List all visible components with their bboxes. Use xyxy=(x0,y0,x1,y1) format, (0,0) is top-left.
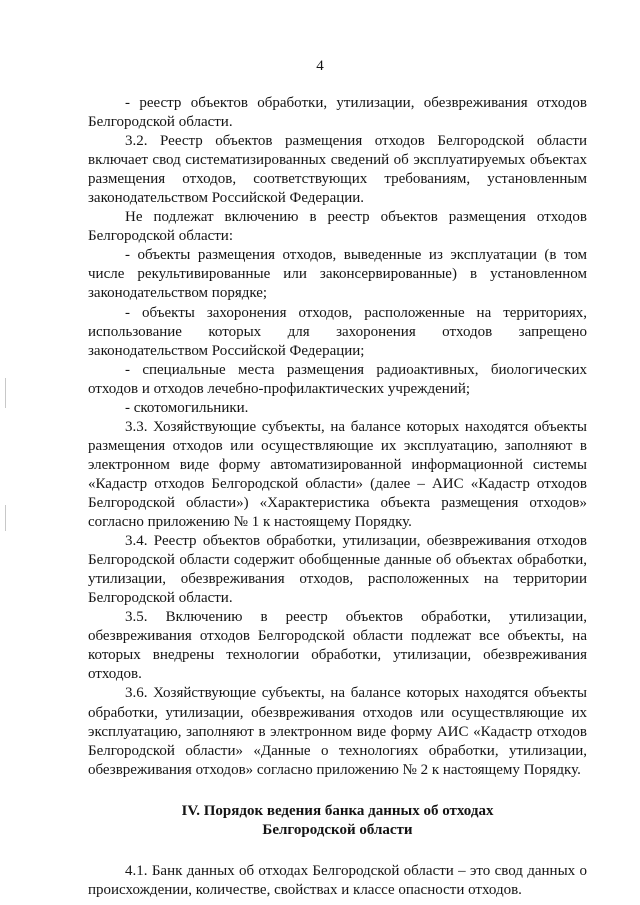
paragraph: 3.3. Хозяйствующие субъекты, на балансе которых находятся объекты размещения отходов или осуществляющие их эксплуатацию, заполняют в электронном виде форму автоматизированной информационной системы «Кадастр отходов Белгородской области» (далее – АИС «Кадастр отходов Белгородской области») «Характеристика объекта размещения отходов» согласно приложению № 1 к настоящему Порядку. xyxy=(88,418,587,531)
section-heading-line: Белгородской области xyxy=(262,821,413,838)
paragraph: - реестр объектов обработки, утилизации, обезвреживания отходов Белгородской области. xyxy=(88,95,587,131)
section-heading-line: IV. Порядок ведения банка данных об отходах xyxy=(181,802,494,819)
document-body xyxy=(88,94,587,900)
paragraph: - объекты захоронения отходов, расположенные на территориях, использование которых для захоронения отходов запрещено законодательством Российской Федерации; xyxy=(88,304,587,359)
paragraph: 3.2. Реестр объектов размещения отходов Белгородской области включает свод систематизированных сведений об эксплуатируемых объектах размещения отходов, соответствующих требованиям, установленным законодательством Российской Федерации. xyxy=(88,133,587,207)
paragraph: 3.5. Включению в реестр объектов обработки, утилизации, обезвреживания отходов Белгородской области подлежат все объекты, на которых внедрены технологии обработки, утилизации, обезвреживания отходов. xyxy=(88,609,587,683)
page-number: 4 xyxy=(316,58,324,74)
section-heading xyxy=(88,802,587,840)
paragraph: - скотомогильники. xyxy=(125,399,249,416)
paragraph: 4.1. Банк данных об отходах Белгородской области – это свод данных о происхождении, количестве, свойствах и классе опасности отходов. xyxy=(88,862,587,898)
scan-artifact xyxy=(5,505,6,531)
paragraph: - объекты размещения отходов, выведенные из эксплуатации (в том числе рекультивированные или законсервированные) в установленном законодательством порядке; xyxy=(88,247,587,302)
paragraph: - специальные места размещения радиоактивных, биологических отходов и отходов лечебно-профилактических учреждений; xyxy=(88,361,587,397)
paragraph: 3.6. Хозяйствующие субъекты, на балансе которых находятся объекты обработки, утилизации, обезвреживания отходов или осуществляющие их эксплуатацию, заполняют в электронном виде форму АИС «Кадастр отходов Белгородской области» «Данные о технологиях обработки, утилизации, обезвреживания отходов» согласно приложению № 2 к настоящему Порядку. xyxy=(88,685,587,778)
scan-artifact xyxy=(5,378,6,408)
paragraph: 3.4. Реестр объектов обработки, утилизации, обезвреживания отходов Белгородской области содержит обобщенные данные об объектах обработки, утилизации, обезвреживания отходов, расположенных на территории Белгородской области. xyxy=(88,533,587,607)
paragraph: Не подлежат включению в реестр объектов размещения отходов Белгородской области: xyxy=(88,209,587,245)
